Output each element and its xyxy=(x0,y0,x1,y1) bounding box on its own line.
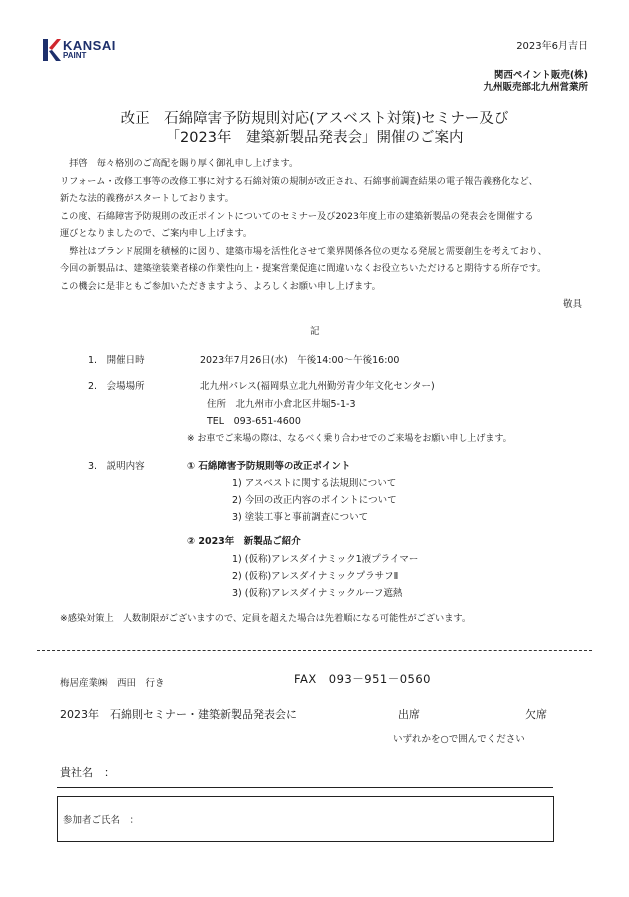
logo-text-paint: PAINT xyxy=(63,51,87,60)
closing-keigu: 敬具 xyxy=(562,299,582,310)
reply-recipient: 梅居産業㈱ 西田 行き xyxy=(60,678,165,689)
datetime-label: 1. 開催日時 xyxy=(88,355,145,366)
infection-note: ※感染対策上 人数制限がございますので、定員を超えた場合は先着順になる可能性がございます。 xyxy=(60,613,472,624)
section1-heading: ① 石綿障害予防規則等の改正ポイント xyxy=(187,461,351,472)
car-note: ※ お車でご来場の際は、なるべく乗り合わせでのご来場をお願い申し上げます。 xyxy=(187,434,512,444)
body-paragraph: 弊社はブランド展開を積極的に図り、建築市場を活性化させて業界関係各位の更なる発展と需要創生を考えており、 xyxy=(69,245,547,257)
section2-item: 3) (仮称)アレスダイナミックルーフ遮熱 xyxy=(232,588,403,599)
section2-item: 1) (仮称)アレスダイナミック1液プライマー xyxy=(232,554,419,565)
letter-body xyxy=(60,155,600,295)
title-line-1: 改正 石綿障害予防規則対応(アスベスト対策)セミナー及び xyxy=(120,111,509,127)
reply-event-name: 2023年 石綿則セミナー・建築新製品発表会に xyxy=(60,708,297,721)
participant-name-label: 参加者ご氏名 ： xyxy=(63,815,140,826)
section1-item: 2) 今回の改正内容のポイントについて xyxy=(232,495,397,506)
attend-option[interactable]: 出席 xyxy=(398,708,420,721)
section2-heading: ② 2023年 新製品ご紹介 xyxy=(187,536,301,547)
logo-text-kansai: KANSAI xyxy=(63,38,116,53)
kansai-k-mark-icon xyxy=(43,39,61,61)
title-line-2: 「2023年 建築新製品発表会」開催のご案内 xyxy=(165,130,464,146)
content-label: 3. 説明内容 xyxy=(88,461,145,472)
reply-fax-number: FAX 093－951－0560 xyxy=(294,672,431,686)
venue-label: 2. 会場場所 xyxy=(88,381,145,392)
company-name-field[interactable] xyxy=(57,787,553,788)
sender-block xyxy=(483,70,588,94)
section1-item: 1) アスベストに関する法規則について xyxy=(232,478,397,489)
venue-value: 北九州パレス(福岡県立北九州勤労青少年文化センター) xyxy=(200,381,435,392)
section1-item: 3) 塗装工事と事前調査について xyxy=(232,512,369,523)
body-paragraph: 新たな法的義務がスタートしております。 xyxy=(60,193,234,204)
body-paragraph: この機会に是非ともご参加いただきますよう、よろしくお願い申し上げます。 xyxy=(60,280,381,292)
company-name-label: 貴社名 ： xyxy=(60,766,115,779)
absent-option[interactable]: 欠席 xyxy=(525,708,547,721)
cut-line-divider xyxy=(37,650,592,651)
body-paragraph: 運びとなりましたので、ご案内申し上げます。 xyxy=(60,228,253,239)
datetime-value: 2023年7月26日(水) 午後14:00～午後16:00 xyxy=(200,355,400,366)
body-paragraph: 拝啓 毎々格別のご高配を賜り厚く御礼申し上げます。 xyxy=(69,158,299,169)
issue-date: 2023年6月吉日 xyxy=(516,41,588,52)
circle-instruction: いずれかを○で囲んでください xyxy=(393,734,525,745)
venue-address: 住所 北九州市小倉北区井堀5-1-3 xyxy=(207,399,356,410)
sender-office: 九州販売部北九州営業所 xyxy=(483,82,588,93)
body-paragraph: リフォーム・改修工事等の改修工事に対する石綿対策の規制が改正され、石綿事前調査結果の電子報告義務化など、 xyxy=(60,175,538,187)
ki-mark: 記 xyxy=(310,326,320,337)
body-paragraph: この度、石綿障害予防規則の改正ポイントについてのセミナー及び2023年度上市の建築新製品の発表会を開催する xyxy=(60,210,534,222)
body-paragraph: 今回の新製品は、建築塗装業者様の作業性向上・提案営業促進に間違いなくお役立ちいただけると期待する所存です。 xyxy=(60,263,547,274)
kansai-paint-logo xyxy=(43,37,133,67)
sender-company: 関西ペイント販売(株) xyxy=(493,70,588,81)
venue-tel: TEL 093-651-4600 xyxy=(207,416,301,427)
section2-item: 2) (仮称)アレスダイナミックプラサフⅡ xyxy=(232,571,399,582)
